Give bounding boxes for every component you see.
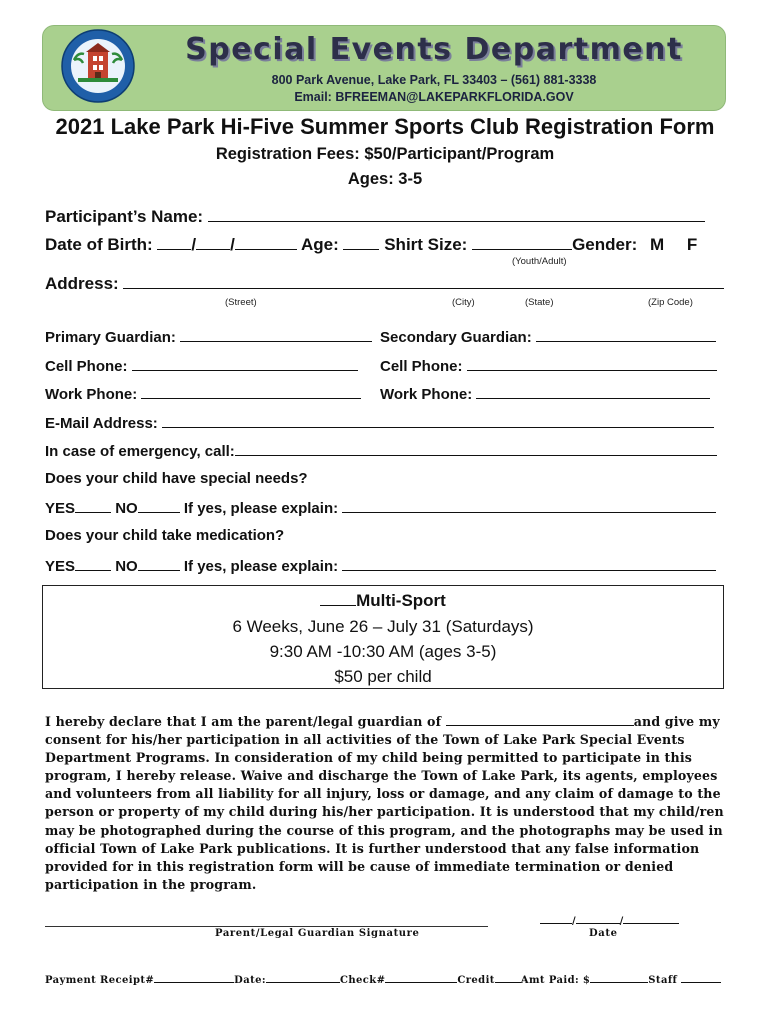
dob-year-field[interactable] [235, 235, 297, 250]
special-needs-explain-field[interactable] [342, 498, 716, 513]
program-select-field[interactable] [320, 591, 356, 606]
release-statement [45, 713, 725, 894]
release-part-1: I hereby declare that I am the parent/legal guardian of [45, 714, 442, 729]
work-phone-2-label: Work Phone: [380, 386, 473, 403]
cell-phone-2-row [380, 356, 717, 375]
age-range: Ages: 3-5 [347, 170, 423, 188]
address-label: Address: [45, 274, 119, 293]
primary-guardian-row [45, 327, 372, 346]
cell-phone-2-label: Cell Phone: [380, 358, 463, 375]
registration-fees: Registration Fees: $50/Participant/Program [215, 145, 555, 163]
zip-hint: (Zip Code) [648, 297, 693, 308]
special-needs-yes-field[interactable] [75, 498, 111, 513]
email-label: E-Mail Address: [45, 415, 158, 432]
program-time: 9:30 AM -10:30 AM (ages 3-5) [269, 642, 497, 661]
release-part-2: and give my consent for his/her participation in all activities of the Town of Lake Park Special Events Department Programs. In consideration of my child being permitted to participate in this program, I hereby release. Waive and discharge the Town of Lake Park, its agents, employees and volunteers from all liability for all injury, loss or damage, and any claim of damage to the person or property of my child during his/her participation. It is understood that my child/ren may be photographed during the course of this program, and the photographs may be used in official Town of Lake Park publications. It is further understood that any false information provided for in this registration form will be cause of immediate termination or denied participation in the program. [45, 714, 724, 892]
age-field[interactable] [343, 235, 379, 250]
office-date-field[interactable] [266, 972, 340, 983]
child-name-field[interactable] [446, 714, 634, 726]
cell-phone-1-field[interactable] [132, 356, 358, 371]
amt-paid-field[interactable] [590, 972, 648, 983]
office-date-label: Date: [234, 975, 266, 986]
street-hint: (Street) [225, 297, 257, 308]
staff-label: Staff [648, 975, 678, 986]
amt-paid-label: Amt Paid: $ [520, 975, 591, 986]
signature-line[interactable] [45, 926, 488, 927]
cell-phone-2-field[interactable] [467, 356, 717, 371]
medication-no-label: NO [115, 558, 138, 575]
primary-guardian-field[interactable] [180, 327, 372, 342]
secondary-guardian-field[interactable] [536, 327, 716, 342]
emergency-label: In case of emergency, call: [45, 443, 235, 460]
address-field[interactable] [123, 274, 724, 289]
shirt-size-label: Shirt Size: [384, 235, 468, 254]
program-name: Multi-Sport [356, 591, 446, 610]
dob-label: Date of Birth: [45, 235, 153, 254]
department-name: Special Events Department [185, 32, 683, 67]
participant-name-row [45, 207, 705, 227]
city-hint: (City) [452, 297, 475, 308]
secondary-guardian-row [380, 327, 716, 346]
program-dates: 6 Weeks, June 26 – July 31 (Saturdays) [232, 617, 534, 636]
date-label: Date [589, 928, 618, 939]
program-name-row [42, 591, 724, 611]
gender-label: Gender: [572, 235, 638, 254]
work-phone-2-row [380, 384, 710, 403]
work-phone-1-label: Work Phone: [45, 386, 138, 403]
work-phone-1-field[interactable] [141, 384, 361, 399]
email-row [45, 413, 714, 432]
special-needs-no-label: NO [115, 500, 138, 517]
medication-question: Does your child take medication? [45, 527, 285, 544]
payment-receipt-field[interactable] [154, 972, 234, 983]
gender-m-option[interactable]: M [650, 235, 665, 254]
date-field[interactable]: / / [540, 913, 679, 927]
work-phone-2-field[interactable] [476, 384, 710, 399]
medication-yes-label: YES [45, 558, 76, 575]
cell-phone-1-row [45, 356, 358, 375]
credit-field[interactable] [495, 972, 521, 983]
emergency-row [45, 441, 717, 460]
program-price: $50 per child [334, 667, 432, 686]
shirt-size-field[interactable] [472, 235, 572, 250]
secondary-guardian-label: Secondary Guardian: [380, 329, 532, 346]
department-address: 800 Park Avenue, Lake Park, FL 33403 – (561) 881-3338 [271, 73, 597, 87]
shirt-size-hint: (Youth/Adult) [512, 256, 567, 267]
medication-explain-label: If yes, please explain: [183, 558, 339, 575]
medication-yes-field[interactable] [75, 556, 111, 571]
primary-guardian-label: Primary Guardian: [45, 329, 176, 346]
signature-label: Parent/Legal Guardian Signature [215, 928, 420, 939]
age-label: Age: [300, 235, 339, 254]
staff-field[interactable] [681, 972, 721, 983]
participant-name-label: Participant’s Name: [45, 207, 204, 226]
emergency-field[interactable] [235, 441, 717, 456]
special-needs-question: Does your child have special needs? [45, 470, 308, 487]
email-field[interactable] [162, 413, 714, 428]
cell-phone-1-label: Cell Phone: [45, 358, 128, 375]
credit-label: Credit [457, 975, 495, 986]
payment-receipt-label: Payment Receipt# [45, 975, 155, 986]
department-email: Email: BFREEMAN@LAKEPARKFLORIDA.GOV [294, 90, 574, 104]
dob-day-field[interactable] [196, 235, 230, 250]
form-title: 2021 Lake Park Hi-Five Summer Sports Club Registration Form [55, 114, 715, 139]
special-needs-explain-label: If yes, please explain: [183, 500, 339, 517]
participant-name-field[interactable] [208, 207, 705, 222]
special-needs-row [45, 498, 716, 517]
office-use-row [45, 972, 721, 986]
dob-row: Date of Birth: / / Age: Shirt Size: Gender: M F [45, 235, 698, 254]
special-needs-yes-label: YES [45, 500, 76, 517]
medication-no-field[interactable] [138, 556, 180, 571]
check-label: Check# [340, 975, 386, 986]
dob-month-field[interactable] [157, 235, 191, 250]
check-field[interactable] [385, 972, 457, 983]
state-hint: (State) [525, 297, 554, 308]
work-phone-1-row [45, 384, 361, 403]
address-row [45, 274, 724, 294]
medication-explain-field[interactable] [342, 556, 716, 571]
medication-row [45, 556, 716, 575]
gender-f-option[interactable]: F [686, 235, 698, 254]
special-needs-no-field[interactable] [138, 498, 180, 513]
